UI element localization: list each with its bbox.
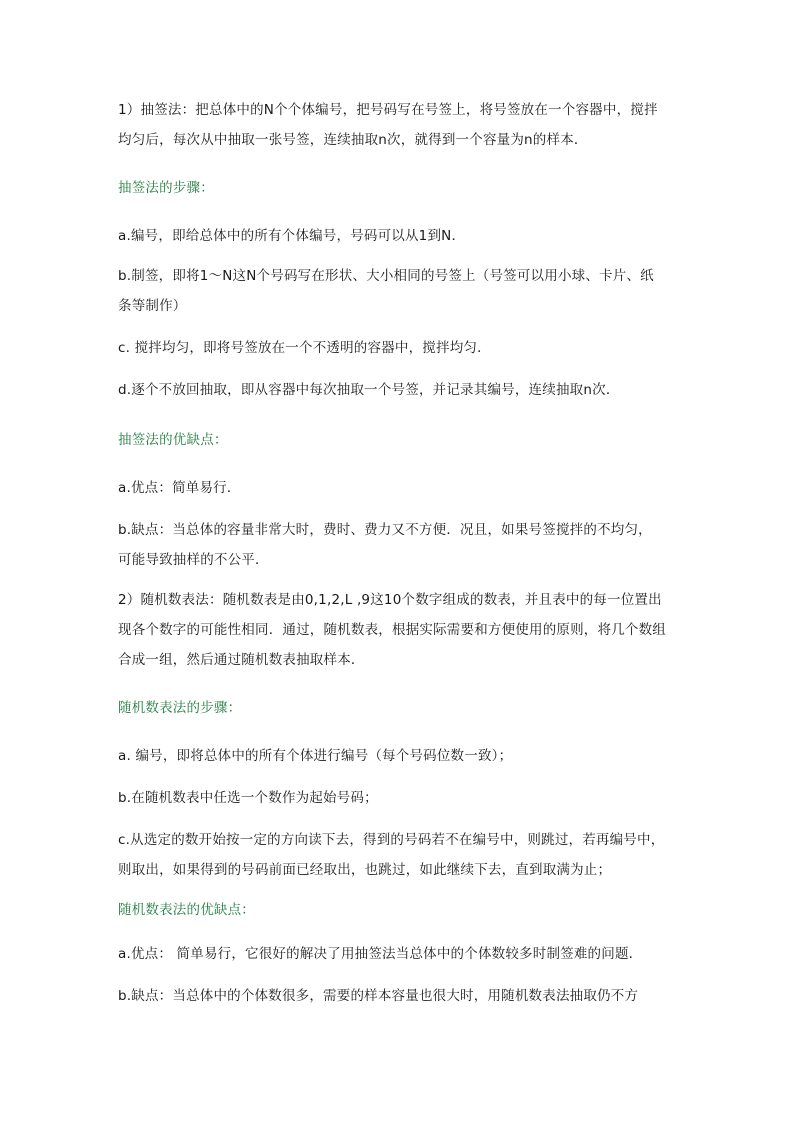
lottery-disadvantage-line2: 可能导致抽样的不公平． — [118, 552, 269, 568]
heading-lottery-pros-cons: 抽签法的优缺点： — [118, 432, 228, 448]
para-random-table-line2: 现各个数字的可能性相同．通过，随机数表，根据实际需要和方便使用的原则，将几个数组 — [118, 622, 666, 638]
step-c-stirring: c. 搅拌均匀，即将号签放在一个不透明的容器中，搅拌均匀． — [118, 340, 491, 356]
para-random-table-line1: 2）随机数表法：随机数表是由0,1,2,L ,9这10个数字组成的数表，并且表中的每一位置出 — [118, 592, 662, 608]
step-a-numbering: a.编号，即给总体中的所有个体编号，号码可以从1到N． — [118, 228, 466, 244]
step-b-making-lots-line2: 条等制作） — [118, 298, 187, 314]
step-b-making-lots-line1: b.制签，即将1～N这N个号码写在形状、大小相同的号签上（号签可以用小球、卡片、纸 — [118, 268, 654, 284]
rt-step-c-line2: 则取出，如果得到的号码前面已经取出，也跳过，如此继续下去，直到取满为止； — [118, 862, 612, 878]
heading-random-table-steps: 随机数表法的步骤： — [118, 700, 242, 716]
heading-random-table-pros-cons: 随机数表法的优缺点： — [118, 902, 255, 918]
rt-step-c-line1: c.从选定的数开始按一定的方向读下去，得到的号码若不在编号中，则跳过，若再编号中， — [118, 832, 665, 848]
rt-advantage: a.优点： 简单易行，它很好的解决了用抽签法当总体中的个体数较多时制签难的问题． — [118, 946, 643, 962]
heading-lottery-steps: 抽签法的步骤： — [118, 180, 214, 196]
rt-step-a: a. 编号，即将总体中的所有个体进行编号（每个号码位数一致）； — [118, 748, 513, 764]
rt-disadvantage: b.缺点：当总体中的个体数很多，需要的样本容量也很大时，用随机数表法抽取仍不方 — [118, 988, 639, 1004]
step-d-drawing: d.逐个不放回抽取，即从容器中每次抽取一个号签，并记录其编号，连续抽取n次． — [118, 382, 620, 398]
rt-step-b: b.在随机数表中任选一个数作为起始号码； — [118, 790, 378, 806]
para-lottery-line2: 均匀后，每次从中抽取一张号签，连续抽取n次，就得到一个容量为n的样本． — [118, 132, 588, 148]
lottery-disadvantage-line1: b.缺点：当总体的容量非常大时，费时、费力又不方便．况且，如果号签搅拌的不均匀， — [118, 522, 652, 538]
lottery-advantage: a.优点：简单易行． — [118, 480, 241, 496]
para-random-table-line3: 合成一组，然后通过随机数表抽取样本． — [118, 652, 365, 668]
para-lottery-line1: 1）抽签法：把总体中的N个个体编号，把号码写在号签上，将号签放在一个容器中，搅拌 — [118, 102, 658, 118]
